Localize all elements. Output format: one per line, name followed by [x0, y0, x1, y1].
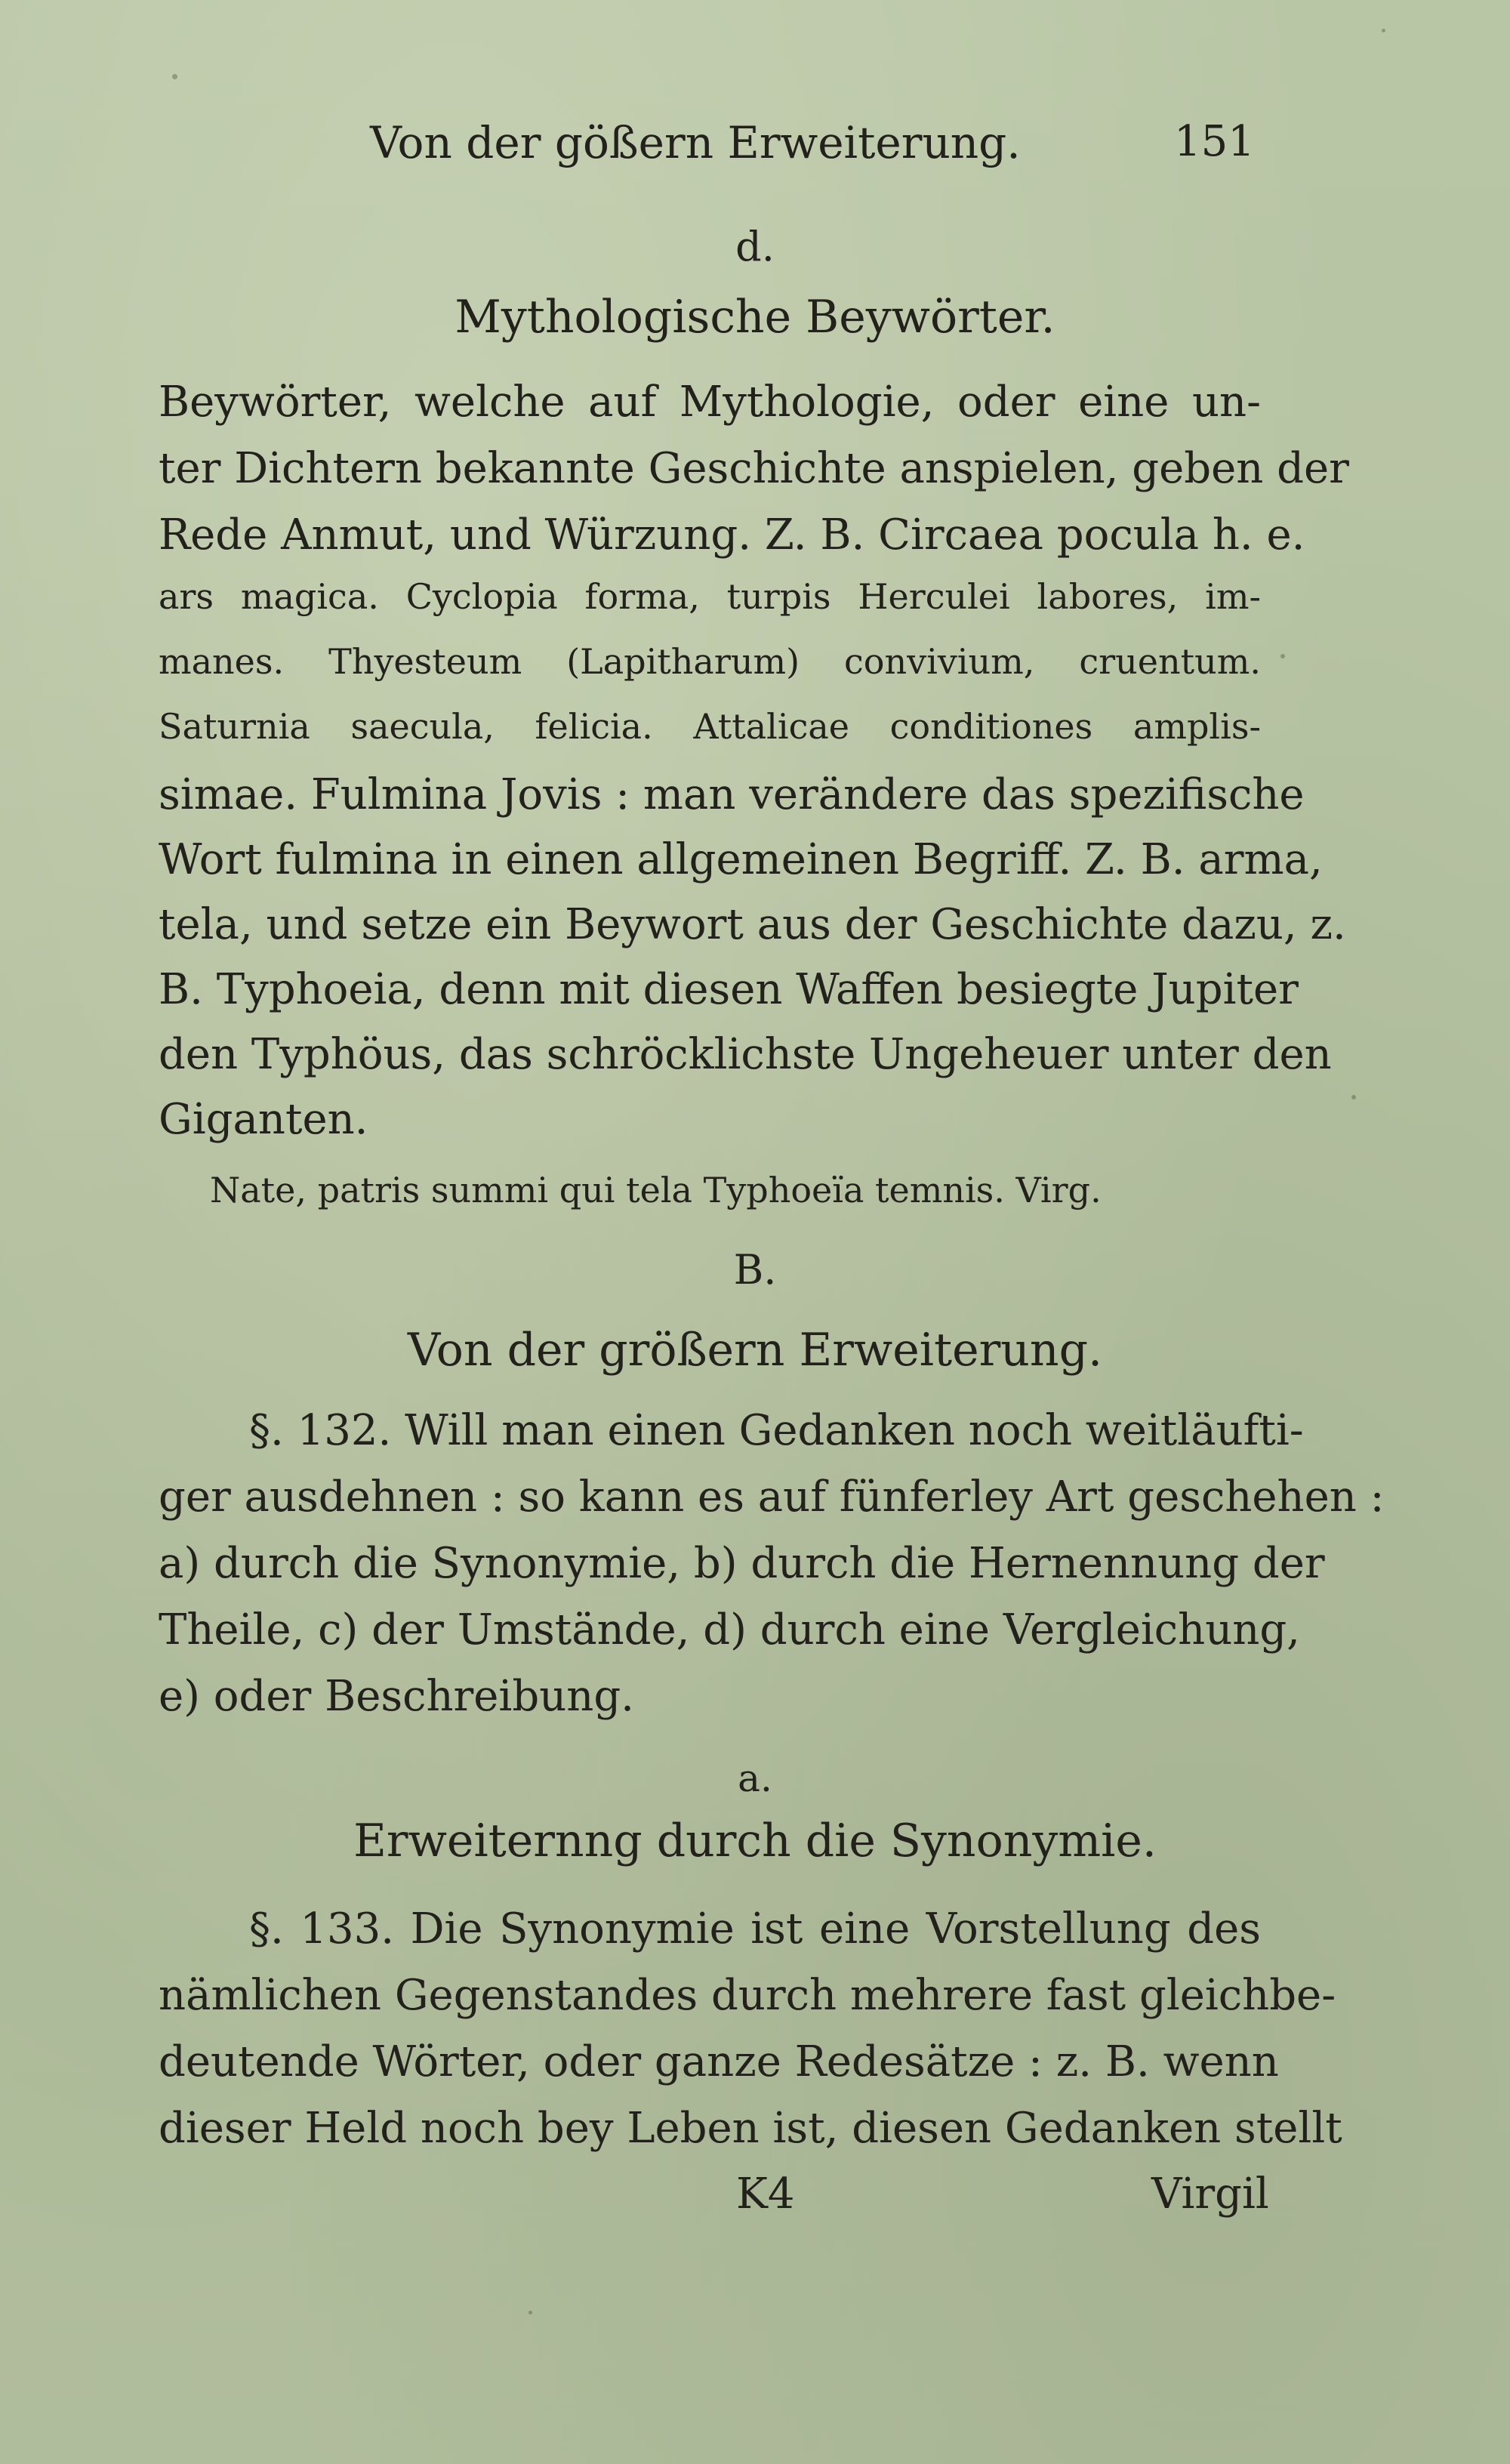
body-line: manes. Thyesteum (Lapitharum) convivium, cruentum.	[159, 641, 1261, 682]
running-title: Von der gößern Erweiterung.	[370, 117, 1021, 168]
section-title-synonymie: Erweiternng durch die Synonymie.	[353, 1815, 1157, 1867]
section-letter-B: B.	[733, 1246, 777, 1294]
body-line: deutende Wörter, oder ganze Redesätze : z. B. wenn	[159, 2037, 1279, 2086]
body-line: Theile, c) der Umstände, d) durch eine Vergleichung,	[159, 1605, 1300, 1654]
section-title-mythologische: Mythologische Beywörter.	[455, 291, 1055, 344]
body-line: a) durch die Synonymie, b) durch die Hernennung der	[159, 1539, 1325, 1588]
body-line: ger ausdehnen : so kann es auf fünferley Art geschehen :	[159, 1473, 1385, 1522]
signature-mark: K4	[736, 2169, 795, 2219]
paper-speck	[1382, 29, 1385, 32]
verse-quotation: Nate, patris summi qui tela Typhoeïa temnis. Virg.	[210, 1170, 1102, 1210]
paper-speck	[1280, 654, 1285, 658]
body-line: ter Dichtern bekannte Geschichte anspielen, geben der	[159, 444, 1349, 493]
body-line: Beywörter, welche auf Mythologie, oder eine un-	[159, 378, 1261, 427]
body-line: den Typhöus, das schröcklichste Ungeheuer unter den	[159, 1030, 1332, 1079]
page-number: 151	[1174, 117, 1255, 166]
body-line: ars magica. Cyclopia forma, turpis Herculei labores, im-	[159, 576, 1261, 617]
body-line: e) oder Beschreibung.	[159, 1672, 634, 1721]
body-line: B. Typhoeia, denn mit diesen Waffen besiegte Jupiter	[159, 965, 1299, 1014]
body-line: Saturnia saecula, felicia. Attalicae conditiones amplis-	[159, 706, 1261, 747]
body-line: Wort fulmina in einen allgemeinen Begriff. Z. B. arma,	[159, 835, 1323, 884]
body-line: simae. Fulmina Jovis : man verändere das spezifische	[159, 770, 1305, 819]
catchword: Virgil	[1151, 2169, 1269, 2219]
body-line: nämlichen Gegenstandes durch mehrere fast gleichbe-	[159, 1971, 1336, 2020]
body-line: Rede Anmut, und Würzung. Z. B. Circaea pocula h. e.	[159, 510, 1305, 560]
section-letter-a: a.	[738, 1756, 772, 1800]
paper-speck	[172, 74, 177, 79]
body-line: Giganten.	[159, 1095, 368, 1144]
body-line: §. 132. Will man einen Gedanken noch weitläufti-	[249, 1406, 1304, 1455]
section-letter-d: d.	[735, 223, 775, 270]
section-title-groessern-erweiterung: Von der größern Erweiterung.	[407, 1324, 1103, 1377]
paper-speck	[528, 2311, 532, 2314]
body-line: dieser Held noch bey Leben ist, diesen Gedanken stellt	[159, 2104, 1342, 2153]
body-line: tela, und setze ein Beywort aus der Geschichte dazu, z.	[159, 900, 1346, 949]
paper-speck	[1351, 1095, 1356, 1099]
body-line: §. 133. Die Synonymie ist eine Vorstellung des	[249, 1904, 1261, 1954]
